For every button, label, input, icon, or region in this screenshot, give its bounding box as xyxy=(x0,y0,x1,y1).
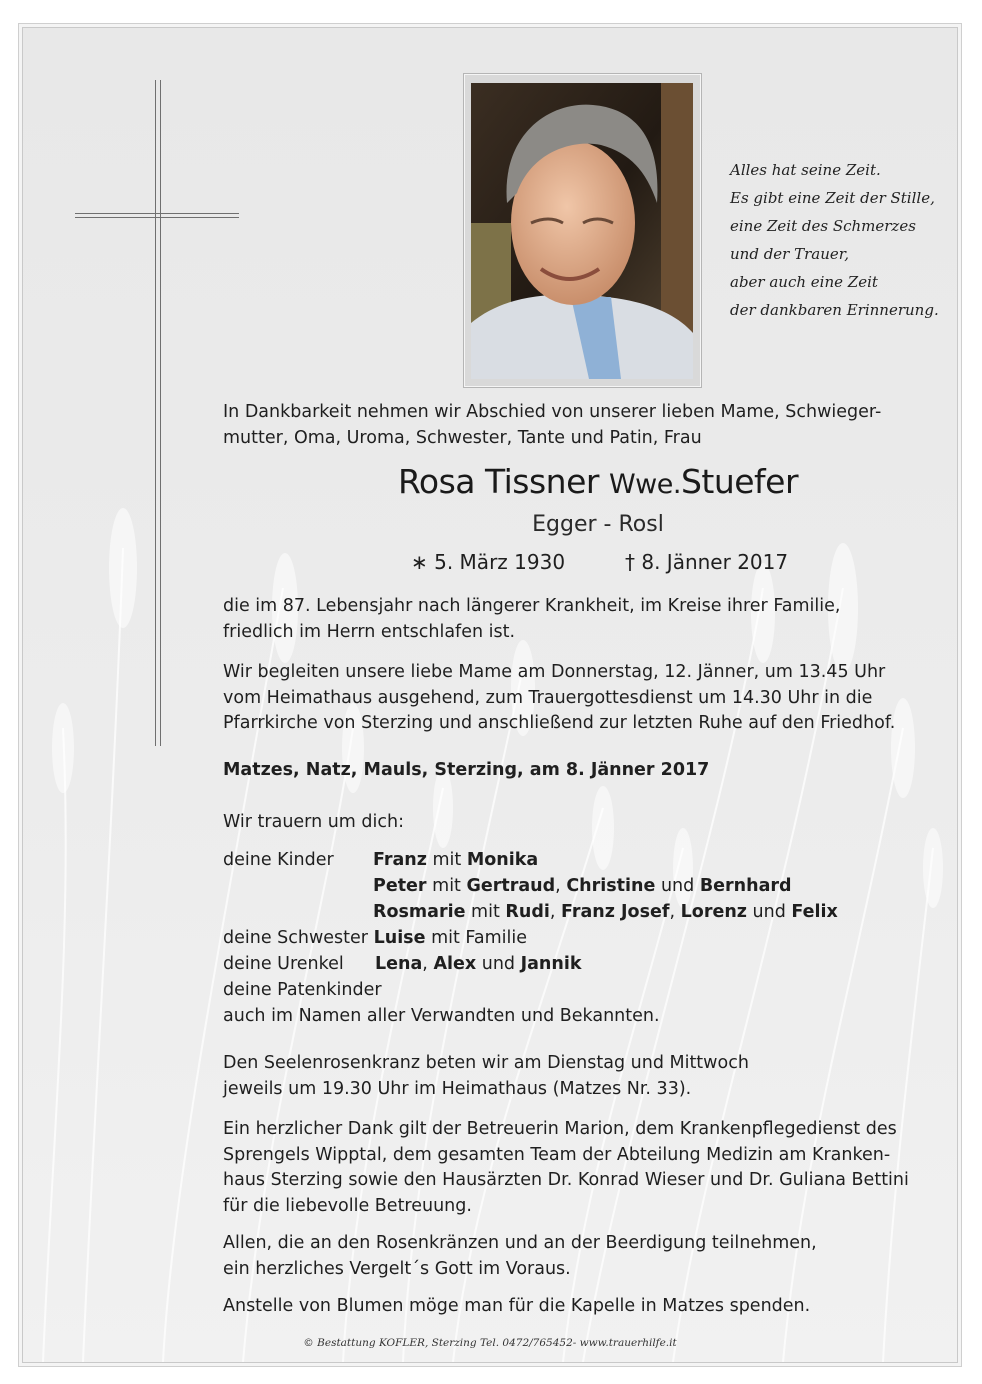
verse-line: Es gibt eine Zeit der Stille, xyxy=(730,189,935,207)
family-urenkel xyxy=(223,954,344,974)
child-name: Rosmarie xyxy=(373,902,466,922)
comma: , xyxy=(555,876,561,896)
urenkel-label: deine Urenkel xyxy=(223,954,344,974)
obituary-card xyxy=(22,27,958,1363)
verse-line: der dankbaren Erinnerung. xyxy=(730,301,939,319)
kinder-line xyxy=(373,850,538,870)
family-schwester xyxy=(223,928,527,948)
partner-name: Gertraud xyxy=(466,876,556,896)
kinder-line xyxy=(373,876,792,896)
name-widow: Wwe. xyxy=(608,469,681,500)
passing-line: friedlich im Herrn entschlafen ist. xyxy=(223,621,516,642)
death-date: † 8. Jänner 2017 xyxy=(625,550,789,574)
funeral-paragraph xyxy=(223,660,933,737)
rosary-line: jeweils um 19.30 Uhr im Heimathaus (Matzes Nr. 33). xyxy=(223,1078,692,1099)
connector: und xyxy=(660,876,695,896)
grandchild-name: Bernhard xyxy=(699,876,792,896)
thanks2-line: ein herzliches Vergelt´s Gott im Voraus. xyxy=(223,1258,571,1279)
comma: , xyxy=(549,902,556,922)
thanks-paragraph xyxy=(223,1117,933,1219)
connector: mit xyxy=(432,850,462,870)
thanks-line: Ein herzlicher Dank gilt der Betreuerin Marion, dem Krankenpflegedienst des xyxy=(223,1119,897,1139)
rosary-line: Den Seelenrosenkranz beten wir am Dienstag und Mittwoch xyxy=(223,1053,749,1073)
sister-name: Luise xyxy=(373,928,426,948)
partner-name: Monika xyxy=(466,850,539,870)
partner-name: Rudi xyxy=(505,902,550,922)
first-name: Rosa Tissner xyxy=(397,462,599,501)
birth-date: ∗ 5. März 1930 xyxy=(411,550,566,574)
verse-line: Alles hat seine Zeit. xyxy=(730,161,881,179)
thanks-line: haus Sterzing sowie den Hausärzten Dr. Konrad Wieser und Dr. Guliana Bettini xyxy=(223,1170,909,1190)
thanks2-paragraph xyxy=(223,1231,933,1282)
comma: , xyxy=(422,954,428,974)
great-grandchild-name: Lena xyxy=(375,954,423,974)
connector: und xyxy=(481,954,516,974)
sister-rest: mit Familie xyxy=(431,928,527,948)
rosary-paragraph xyxy=(223,1051,933,1102)
thanks-line: Sprengels Wipptal, dem gesamten Team der Abteilung Medizin am Kranken- xyxy=(223,1144,891,1165)
intro-line: mutter, Oma, Uroma, Schwester, Tante und Patin, Frau xyxy=(223,427,702,448)
verse-line: aber auch eine Zeit xyxy=(730,273,878,291)
memorial-verse xyxy=(730,156,950,324)
grandchild-name: Lorenz xyxy=(680,902,747,922)
family-verwandte: auch im Namen aller Verwandten und Bekannten. xyxy=(223,1006,660,1026)
grandchild-name: Felix xyxy=(791,902,838,922)
family-kinder xyxy=(223,850,334,870)
thanks2-line: Allen, die an den Rosenkränzen und an der Beerdigung teilnehmen, xyxy=(223,1233,817,1253)
passing-line: die im 87. Lebensjahr nach längerer Krankheit, im Kreise ihrer Familie, xyxy=(223,596,841,616)
connector: mit xyxy=(432,876,461,896)
kinder-label: deine Kinder xyxy=(223,850,334,870)
funeral-line: Pfarrkirche von Sterzing und anschließend zur letzten Ruhe auf den Friedhof. xyxy=(223,713,896,733)
cross-horizontal xyxy=(75,213,239,218)
intro-line: In Dankbarkeit nehmen wir Abschied von unserer lieben Mame, Schwieger- xyxy=(223,402,882,422)
flowers-note: Anstelle von Blumen möge man für die Kapelle in Matzes spenden. xyxy=(223,1296,811,1316)
grandchild-name: Franz Josef xyxy=(561,902,670,922)
urenkel-line xyxy=(375,954,581,974)
great-grandchild-name: Jannik xyxy=(520,954,582,974)
thanks-line: für die liebevolle Betreuung. xyxy=(223,1195,472,1216)
portrait-photo xyxy=(471,83,693,379)
deceased-name xyxy=(223,462,958,501)
connector: mit xyxy=(471,902,500,922)
portrait-frame xyxy=(463,73,702,388)
great-grandchild-name: Alex xyxy=(433,954,477,974)
connector: und xyxy=(752,902,786,922)
footer-credit: © Bestattung KOFLER, Sterzing Tel. 0472/765452- www.trauerhilfe.it xyxy=(303,1337,677,1349)
verse-line: und der Trauer, xyxy=(730,245,850,263)
verse-line: eine Zeit des Schmerzes xyxy=(730,217,916,235)
schwester-label: deine Schwester xyxy=(223,928,368,948)
cross-vertical xyxy=(155,80,161,746)
funeral-line: Wir begleiten unsere liebe Mame am Donnerstag, 12. Jänner, um 13.45 Uhr xyxy=(223,662,886,682)
intro-paragraph xyxy=(223,400,933,451)
kinder-line xyxy=(373,902,838,922)
child-name: Franz xyxy=(373,850,427,870)
family-patenkinder: deine Patenkinder xyxy=(223,980,382,1000)
last-name: Stuefer xyxy=(680,462,799,501)
child-name: Peter xyxy=(373,876,427,896)
nickname: Egger - Rosl xyxy=(532,512,664,537)
passing-paragraph xyxy=(223,594,933,645)
comma: , xyxy=(669,902,676,922)
mourn-intro: Wir trauern um dich: xyxy=(223,812,404,832)
grandchild-name: Christine xyxy=(566,876,656,896)
place-date: Matzes, Natz, Mauls, Sterzing, am 8. Jänner 2017 xyxy=(223,760,710,780)
funeral-line: vom Heimathaus ausgehend, zum Trauergottesdienst um 14.30 Uhr in die xyxy=(223,687,873,708)
